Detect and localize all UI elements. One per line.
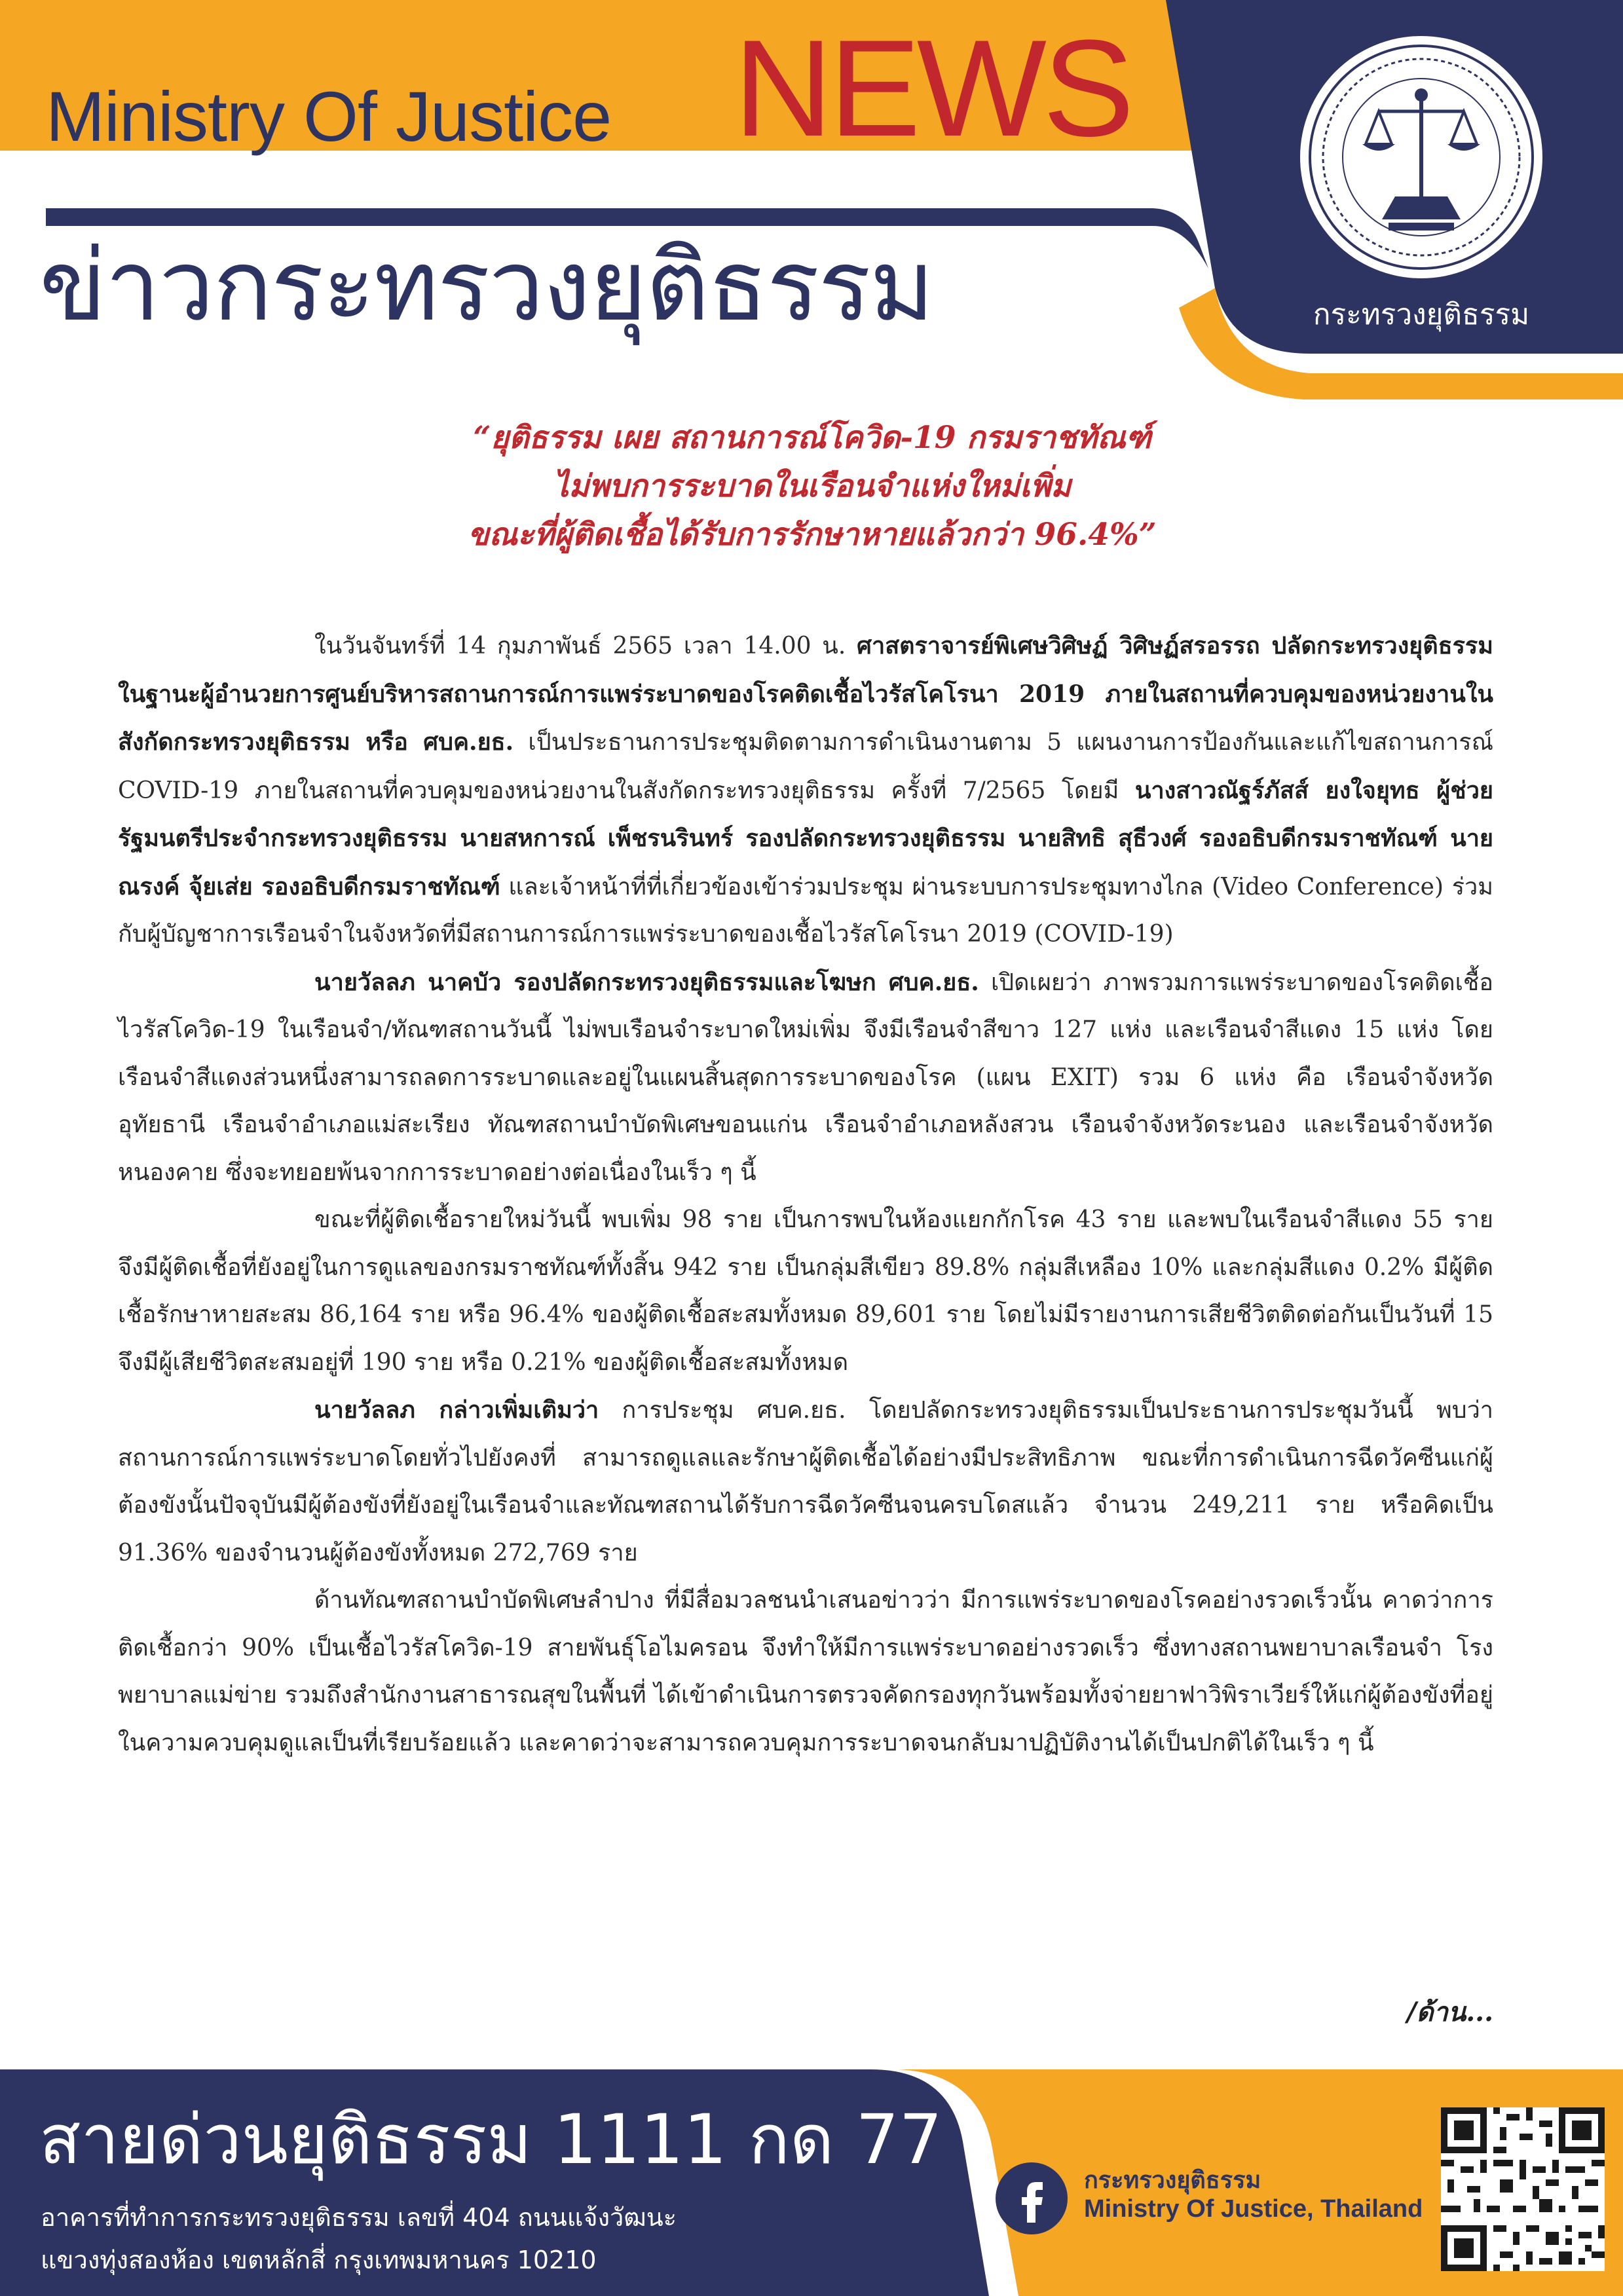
address-line-2: แขวงทุ่งสองห้อง เขตหลักสี่ กรุงเทพมหานคร 10210 [41, 2246, 597, 2274]
headline-line-3: ขณะที่ผู้ติดเชื้อได้รับการรักษาหายแล้วกว่า 96.4%” [468, 517, 1157, 553]
facebook-page-name-english[interactable]: Ministry Of Justice, Thailand [1084, 2195, 1423, 2223]
headline-line-2: ไม่พบการระบาดในเรือนจำแห่งใหม่เพิ่ม [553, 468, 1072, 504]
headline-line-1: “ยุติธรรม เผย สถานการณ์โควิด-19 กรมราชทัณฑ์ [473, 420, 1151, 456]
news-headline [216, 414, 1408, 559]
paragraph-4 [118, 1386, 1493, 1577]
p4-bold: นายวัลลภ กล่าวเพิ่มเติมว่า [314, 1396, 599, 1424]
p1-text-c: และเจ้าหน้าที่ที่เกี่ยวข้องเข้าร่วมประชุม ผ่านระบบการประชุมทางไกล (Video Conference) ร่วมกับผู้บัญชาการเรือนจำในจังหวัดที่มีสถานการณ์การแพร่ระบาดของเชื้อไวรัสโคโรนา 2019 (COVID-19) [118, 873, 1493, 948]
ministry-seal-icon [1297, 33, 1546, 282]
brand-english-title: Ministry Of Justice [46, 77, 612, 156]
qr-code-icon[interactable] [1441, 2107, 1605, 2271]
hotline-text: สายด่วนยุติธรรม 1111 กด 77 [39, 2100, 942, 2179]
p2-bold: นายวัลลภ นาคบัว รองปลัดกระทรวงยุติธรรมและโฆษก ศบค.ยธ. [314, 968, 979, 996]
p1-bold-b: นางสาวณัฐร์ภัสส์ ยงใจยุทธ ผู้ช่วยรัฐมนตรีประจำกระทรวงยุติธรรม นายสหการณ์ เพ็ชรนรินทร์ รองปลัดกระทรวงยุติธรรม นายสิทธิ สุธีวงศ์ รองอธิบดีกรมราชทัณฑ์ นายณรงค์ จุ้ยเส่ย รองอธิบดีกรมราชทัณฑ์ [118, 776, 1494, 900]
paragraph-3: ขณะที่ผู้ติดเชื้อรายใหม่วันนี้ พบเพิ่ม 98 ราย เป็นการพบในห้องแยกกักโรค 43 ราย และพบในเรือนจำสีแดง 55 ราย จึงมีผู้ติดเชื้อที่ยังอยู่ในการดูแลของกรมราชทัณฑ์ทั้งสิ้น 942 ราย เป็นกลุ่มสีเขียว 89.8% กลุ่มสีเหลือง 10% และกลุ่มสีแดง 0.2% มีผู้ติดเชื้อรักษาหายสะสม 86,164 ราย หรือ 96.4% ของผู้ติดเชื้อสะสมทั้งหมด 89,601 ราย โดยไม่มีรายงานการเสียชีวิตติดต่อกันเป็นวันที่ 15 จึงมีผู้เสียชีวิตสะสมอยู่ที่ 190 ราย หรือ 0.21% ของผู้ติดเชื้อสะสมทั้งหมด [118, 1206, 1493, 1376]
paragraph-1 [118, 622, 1493, 959]
p1-text-a: ในวันจันทร์ที่ 14 กุมภาพันธ์ 2565 เวลา 14.00 น. [314, 633, 857, 659]
facebook-page-name-thai[interactable]: กระทรวงยุติธรรม [1084, 2167, 1261, 2194]
p1-text-b: เป็นประธานการประชุมติดตามการดำเนินงานตาม 5 แผนงานการป้องกันและแก้ไขสถานการณ์ COVID-19 ภายในสถานที่ควบคุมของหน่วยงานในสังกัดกระทรวงยุติธรรม ครั้งที่ 7/2565 โดยมี [118, 729, 1493, 804]
brand-news-title: NEWS [734, 11, 1130, 165]
paragraph-5: ด้านทัณฑสถานบำบัดพิเศษลำปาง ที่มีสื่อมวลชนนำเสนอข่าวว่า มีการแพร่ระบาดของโรคอย่างรวดเร็วนั้น คาดว่าการติดเชื้อกว่า 90% เป็นเชื้อไวรัสโควิด-19 สายพันธุ์โอไมครอน จึงทำให้มีการแพร่ระบาดอย่างรวดเร็ว ซึ่งทางสถานพยาบาลเรือนจำ โรงพยาบาลแม่ข่าย รวมถึงสำนักงานสาธารณสุขในพื้นที่ ได้เข้าดำเนินการตรวจคัดกรองทุกวันพร้อมทั้งจ่ายยาฟาวิพิราเวียร์ให้แก่ผู้ต้องขังที่อยู่ในความควบคุมดูแลเป็นที่เรียบร้อยแล้ว และคาดว่าจะสามารถควบคุมการระบาดจนกลับมาปฏิบัติงานได้เป็นปกติได้ในเร็ว ๆ นี้ [118, 1587, 1493, 1756]
address-line-1: อาคารที่ทำการกระทรวงยุติธรรม เลขที่ 404 ถนนแจ้งวัฒนะ [41, 2203, 677, 2232]
p1-bold-a: ศาสตราจารย์พิเศษวิศิษฏ์ วิศิษฏ์สรอรรถ ปลัดกระทรวงยุติธรรม ในฐานะผู้อำนวยการศูนย์บริหารสถานการณ์การแพร่ระบาดของโรคติดเชื้อไวรัสโคโรนา 2019 ภายในสถานที่ควบคุมของหน่วยงานในสังกัดกระทรวงยุติธรรม หรือ ศบค.ยธ. [118, 632, 1493, 756]
facebook-icon[interactable] [996, 2162, 1068, 2234]
continued-marker: /ด้าน... [1406, 1997, 1493, 2028]
paragraph-2 [118, 959, 1493, 1197]
seal-caption: กระทรวงยุติธรรม [1313, 298, 1530, 331]
p4-text: การประชุม ศบค.ยธ. โดยปลัดกระทรวงยุติธรรมเป็นประธานการประชุมวันนี้ พบว่าสถานการณ์การแพร่ระบาดโดยทั่วไปยังคงที่ สามารถดูแลและรักษาผู้ติดเชื้อได้อย่างมีประสิทธิภาพ ขณะที่การดำเนินการฉีดวัคซีนแก่ผู้ต้องขังนั้นปัจจุบันมีผู้ต้องขังที่ยังอยู่ในเรือนจำและทัณฑสถานได้รับการฉีดวัคซีนจนครบโดสแล้ว จำนวน 249,211 ราย หรือคิดเป็น 91.36% ของจำนวนผู้ต้องขังทั้งหมด 272,769 ราย [118, 1397, 1494, 1566]
article-body [118, 622, 1493, 1767]
p2-text: เปิดเผยว่า ภาพรวมการแพร่ระบาดของโรคติดเชื้อไวรัสโควิด-19 ในเรือนจำ/ทัณฑสถานวันนี้ ไม่พบเรือนจำระบาดใหม่เพิ่ม จึงมีเรือนจำสีขาว 127 แห่ง และเรือนจำสีแดง 15 แห่ง โดยเรือนจำสีแดงส่วนหนึ่งสามารถลดการระบาดและอยู่ในแผนสิ้นสุดการระบาดของโรค (แผน EXIT) รวม 6 แห่ง คือ เรือนจำจังหวัดอุทัยธานี เรือนจำอำเภอแม่สะเรียง ทัณฑสถานบำบัดพิเศษขอนแก่น เรือนจำอำเภอหลังสวน เรือนจำจังหวัดระนอง และเรือนจำจังหวัดหนองคาย ซึ่งจะทยอยพ้นจากการระบาดอย่างต่อเนื่องในเร็ว ๆ นี้ [118, 969, 1493, 1186]
brand-thai-title: ข่าวกระทรวงยุติธรรม [39, 229, 933, 343]
